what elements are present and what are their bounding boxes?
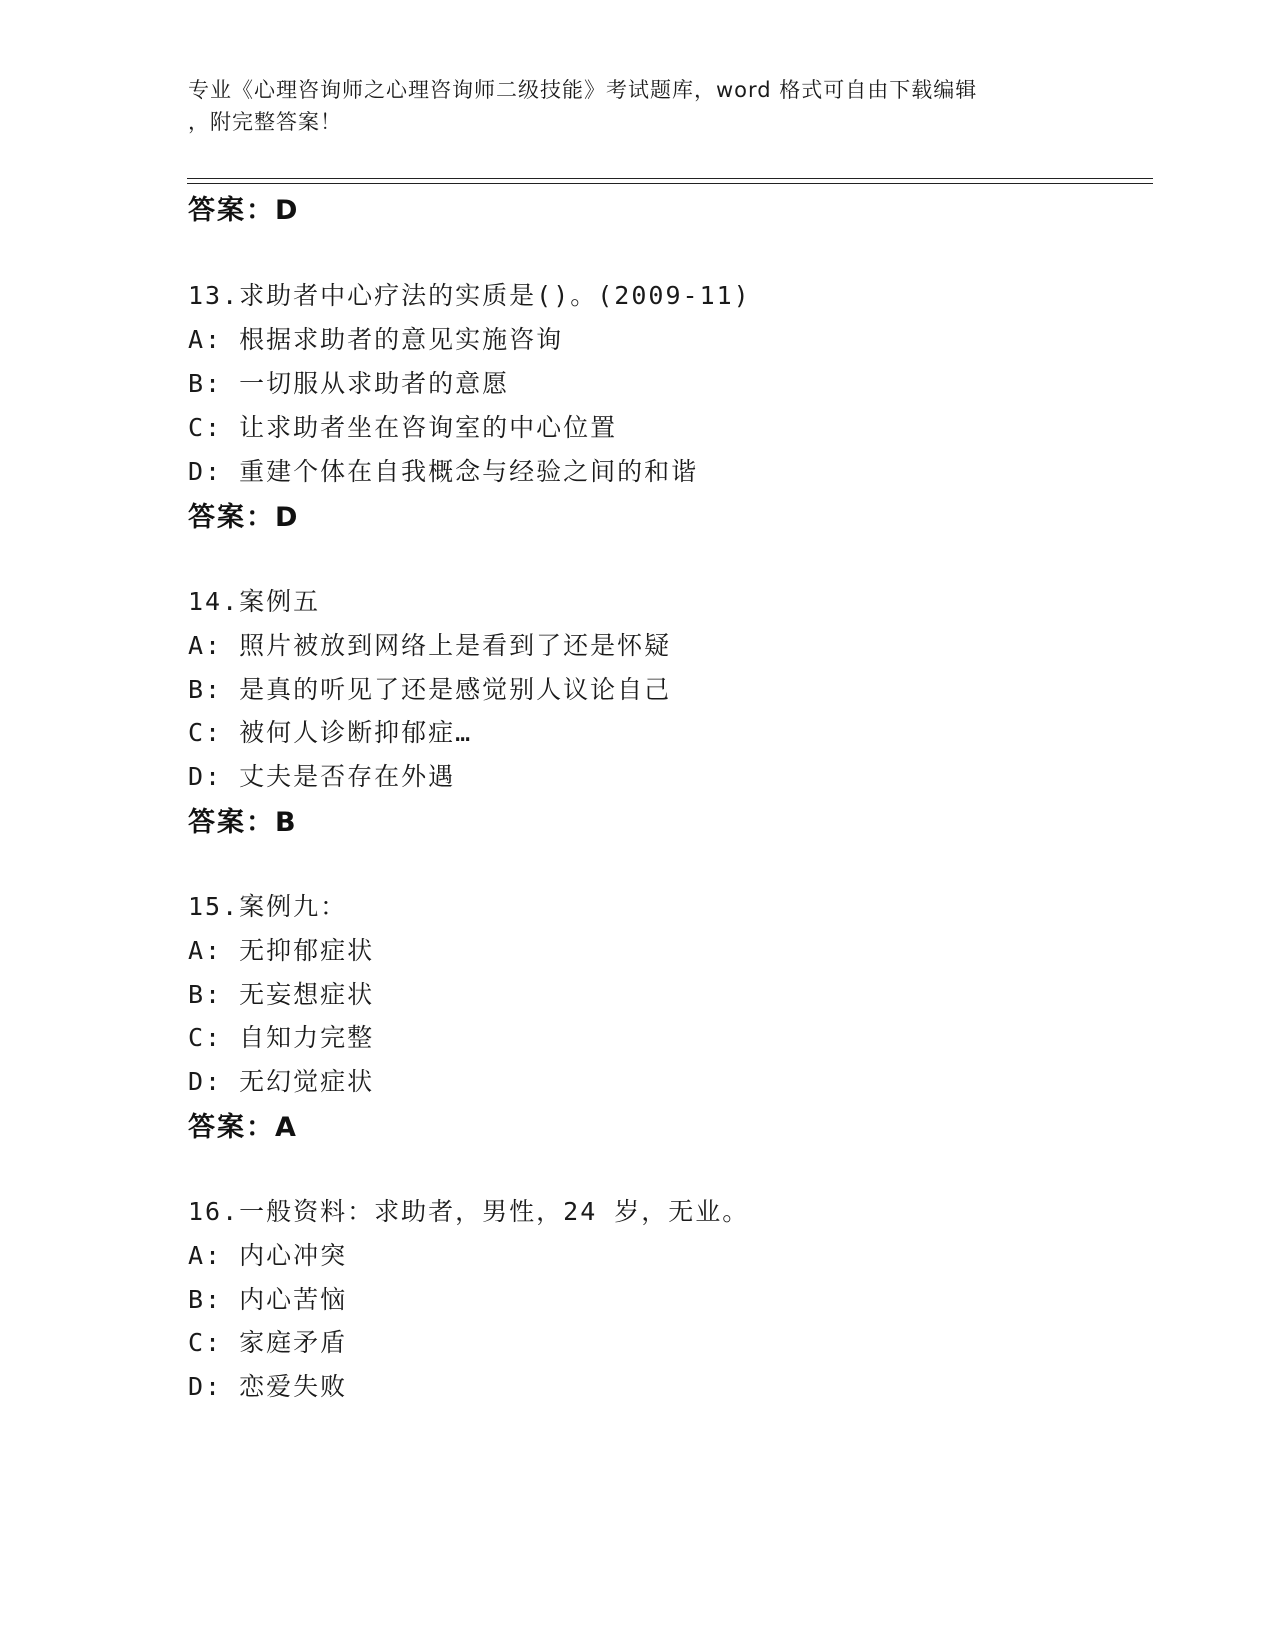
question-15-option-c: C: 自知力完整 (188, 1023, 375, 1052)
question-14-option-c: C: 被何人诊断抑郁症… (188, 718, 473, 747)
question-13-answer: 答案：D (188, 502, 300, 533)
question-13-option-c: C: 让求助者坐在咨询室的中心位置 (188, 413, 618, 442)
header-rule-top (187, 178, 1153, 179)
question-13-text: 13.求助者中心疗法的实质是()。(2009-11) (188, 281, 751, 310)
question-14-option-b: B: 是真的听见了还是感觉别人议论自己 (188, 675, 672, 704)
document-header (188, 74, 1088, 138)
question-13-option-b: B: 一切服从求助者的意愿 (188, 369, 510, 398)
question-15-text: 15.案例九： (188, 892, 348, 921)
question-15-option-a: A: 无抑郁症状 (188, 936, 375, 965)
question-15-option-d: D: 无幻觉症状 (188, 1067, 375, 1096)
question-16-option-b: B: 内心苦恼 (188, 1285, 348, 1314)
question-14-text: 14.案例五 (188, 587, 321, 616)
header-line-2: ，附完整答案！ (188, 110, 342, 134)
question-15-option-b: B: 无妄想症状 (188, 980, 375, 1009)
question-13-option-d: D: 重建个体在自我概念与经验之间的和谐 (188, 457, 699, 486)
question-15-answer: 答案：A (188, 1112, 298, 1143)
header-rule-bottom (187, 183, 1153, 184)
question-16-option-c: C: 家庭矛盾 (188, 1328, 348, 1357)
question-13-option-a: A: 根据求助者的意见实施咨询 (188, 325, 564, 354)
question-16-text: 16.一般资料：求助者，男性，24 岁，无业。 (188, 1197, 750, 1226)
previous-answer: 答案：D (188, 195, 300, 226)
question-16-option-a: A: 内心冲突 (188, 1241, 348, 1270)
question-16-option-d: D: 恋爱失败 (188, 1372, 348, 1401)
question-14-answer: 答案：B (188, 807, 298, 838)
question-14-option-d: D: 丈夫是否存在外遇 (188, 762, 456, 791)
header-line-1: 专业《心理咨询师之心理咨询师二级技能》考试题库，word 格式可自由下载编辑 (188, 78, 978, 102)
question-14-option-a: A: 照片被放到网络上是看到了还是怀疑 (188, 631, 672, 660)
